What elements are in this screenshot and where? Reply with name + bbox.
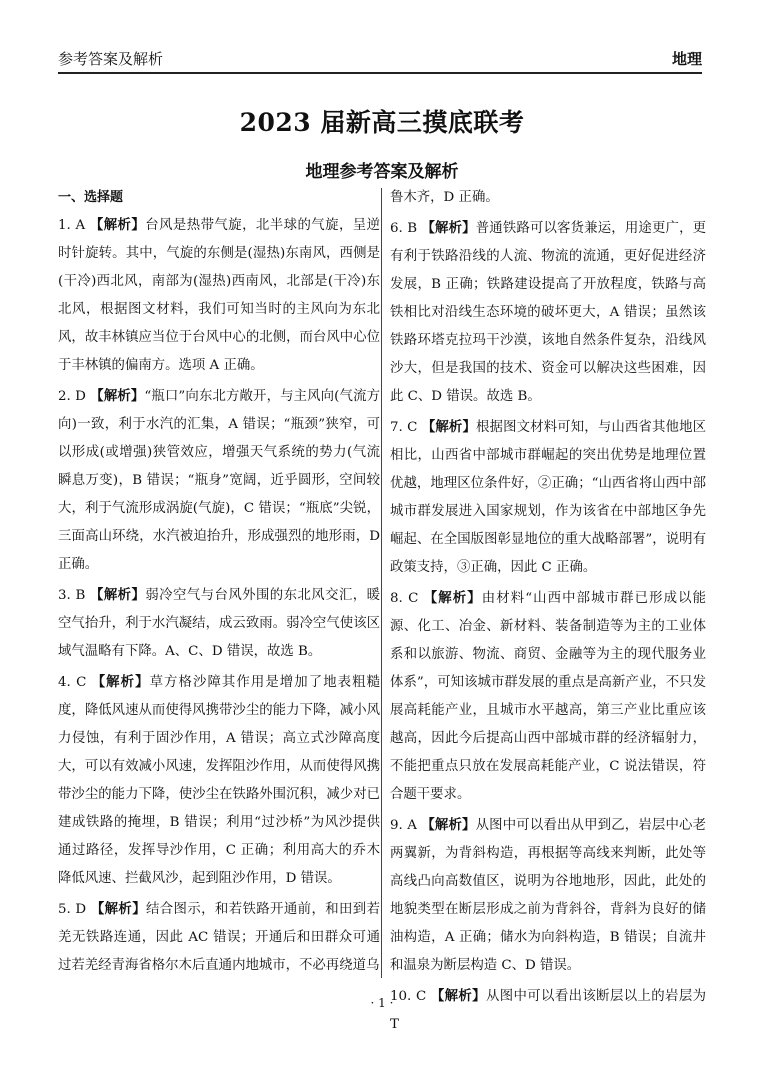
section-heading: 一、选择题 xyxy=(58,190,124,205)
analysis-tag: 【解析】 xyxy=(421,420,476,435)
analysis-tag: 【解析】 xyxy=(421,221,476,236)
answer-number: 2. D xyxy=(58,389,86,404)
answer-text: 从图中可以看出该断层以上的岩层为 T xyxy=(390,989,706,1032)
answer-item xyxy=(390,184,706,212)
answer-number: 3. B xyxy=(58,588,86,603)
answer-text: 鲁木齐，D 正确。 xyxy=(390,190,499,205)
page-subtitle: 地理参考答案及解析 xyxy=(305,162,459,182)
right-column xyxy=(390,184,706,1042)
answer-number: 6. B xyxy=(390,221,418,236)
answer-text: 由材料“山西中部城市群已形成以能源、化工、冶金、新材料、装备制造等为主的工业体系和以旅游、物流、商贸、金融等为主的现代服务业体系”，可知该城市群发展的重点是高新产业，不只发展高耗能产业，且城市水平越高，第三产业比重应该越高，因此今后提高山西中部城市群的经济辐射力，不能把重点只放在发展高耗能产业，C 说法错误，符合题干要求。 xyxy=(390,591,707,802)
column-divider xyxy=(381,188,382,978)
analysis-tag: 【解析】 xyxy=(89,218,146,233)
answer-number: 5. D xyxy=(58,902,87,917)
answer-item xyxy=(58,383,380,579)
answer-text: 台风是热带气旋，北半球的气旋，呈逆时针旋转。其中，气旋的东侧是(湿热)东南风，西侧是(干冷)西北风，南部为(湿热)西南风，北部是(干冷)东北风，根据图文材料，我们可知当时的主风向为东北风，故丰林镇应当位于台风中心的北侧，而台风中心位于丰林镇的偏南方。选项 A 正确。 xyxy=(58,218,381,373)
left-column xyxy=(58,184,380,983)
answer-text: 从图中可以看出从甲到乙，岩层中心老两翼新，为背斜构造，再根据等高线来判断，此处等高线凸向高数值区，说明为谷地地形，因此，此处的地貌类型在断层形成之前为背斜谷，背斜为良好的储油构造，A 正确；储水为向斜构造，B 错误；自流井和温泉为断层构造 C、D 错误。 xyxy=(390,818,707,973)
analysis-tag: 【解析】 xyxy=(423,591,482,606)
analysis-tag: 【解析】 xyxy=(90,902,146,917)
answer-number: 8. C xyxy=(390,591,419,606)
answer-number: 1. A xyxy=(58,218,86,233)
answer-item xyxy=(58,669,380,893)
answer-number: 9. A xyxy=(390,818,417,833)
header-left-label: 参考答案及解析 xyxy=(58,50,164,68)
answer-text: 弱冷空气与台风外围的东北风交汇，暖空气抬升，利于水汽凝结，成云致雨。弱冷空气使该区域气温略有下降。A、C、D 错误，故选 B。 xyxy=(58,588,381,659)
answer-item xyxy=(390,585,706,809)
header-subject-label: 地理 xyxy=(671,50,702,68)
answer-item xyxy=(390,215,706,411)
analysis-tag: 【解析】 xyxy=(91,675,150,690)
answer-text: 结合图示，和若铁路开通前，和田到若羌无铁路连通，因此 AC 错误；开通后和田群众可通过若羌经青海省格尔木后直通内地城市，不必再绕道乌 xyxy=(58,902,380,973)
answer-number: 4. C xyxy=(58,675,87,690)
analysis-tag: 【解析】 xyxy=(90,389,145,404)
page-number: · 1 · xyxy=(370,996,394,1010)
answer-item xyxy=(390,983,706,1039)
answer-text: 普通铁路可以客货兼运，用途更广，更有利于铁路沿线的人流、物流的流通，更好促进经济发展，B 正确；铁路建设提高了开放程度，铁路与高铁相比对沿线生态环境的破坏更大，A 错误；虽然该铁路环塔克拉玛干沙漠，该地自然条件复杂，沿线风沙大，但是我国的技术、资金可以解决这些困难，因此 C、D 错误。故选 B。 xyxy=(390,221,707,404)
analysis-tag: 【解析】 xyxy=(430,989,486,1004)
analysis-tag: 【解析】 xyxy=(421,818,476,833)
answer-item xyxy=(58,896,380,980)
answer-text: 根据图文材料可知，与山西省其他地区相比，山西省中部城市群崛起的突出优势是地理位置优越，地理区位条件好，②正确；“山西省将山西中部城市群发展进入国家规划，作为该省在中部地区争先崛起、在全国版图彰显地位的重大战略部署”，说明有政策支持，③正确，因此 C 正确。 xyxy=(390,420,707,575)
answer-number: 10. C xyxy=(390,989,427,1004)
answer-item xyxy=(390,812,706,980)
answer-number: 7. C xyxy=(390,420,418,435)
answer-item xyxy=(390,414,706,582)
page-title: 2023 届新高三摸底联考 xyxy=(239,108,525,137)
answer-item xyxy=(58,582,380,666)
analysis-tag: 【解析】 xyxy=(90,588,146,603)
page-header xyxy=(58,44,702,74)
answer-text: 草方格沙障其作用是增加了地表粗糙度，降低风速从而使得风携带沙尘的能力下降，减小风力侵蚀，有利于固沙作用，A 错误；高立式沙障高度大，可以有效减小风速，发挥阻沙作用，从而使得风携带沙尘的能力下降，使沙尘在铁路外围沉积，减少对已建成铁路的掩埋，B 错误；利用“过沙桥”为风沙提供通过路径，发挥导沙作用，C 正确；利用高大的乔木降低风速、拦截风沙，起到阻沙作用，D 错误。 xyxy=(58,675,380,886)
answer-text: “瓶口”向东北方敞开，与主风向(气流方向)一致，利于水汽的汇集，A 错误；“瓶颈”狭窄，可以形成(或增强)狭管效应，增强天气系统的势力(气流瞬息万变)，B 错误；“瓶身”宽阔，近乎圆形，空间较大，利于气流形成涡旋(气旋)，C 错误；“瓶底”尖锐，三面高山环绕，水汽被迫抬升，形成强烈的地形雨，D 正确。 xyxy=(58,389,380,572)
answer-item xyxy=(58,212,380,380)
